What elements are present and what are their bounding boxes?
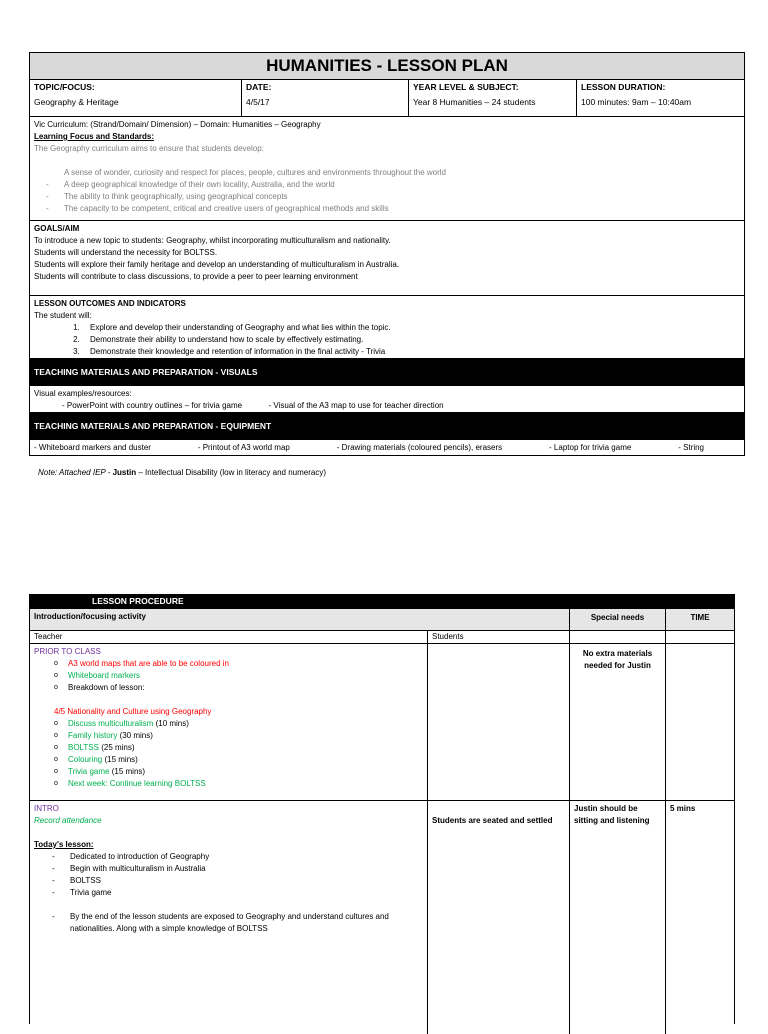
session-item — [68, 766, 423, 778]
today-item: - Begin with multiculturalism in Australia — [70, 863, 423, 875]
session-item-label: Colouring — [68, 755, 103, 764]
curriculum-heading: Vic Curriculum: (Strand/Domain/ Dimension) – Domain: Humanities – Geography — [34, 120, 321, 129]
time-header: TIME — [690, 613, 710, 622]
prior-students-cell — [428, 644, 570, 800]
outcome-item: 1. Explore and develop their understanding of Geography and what lies within the topic. — [82, 322, 740, 334]
prior-teacher-cell — [30, 644, 428, 800]
prior-item: o Breakdown of lesson: — [68, 682, 423, 694]
equipment-item: - Whiteboard markers and duster — [34, 443, 151, 452]
curriculum-point: - The ability to think geographically, using geographical concepts — [64, 191, 740, 203]
session-item-duration: (10 mins) — [153, 719, 189, 728]
equipment-heading: TEACHING MATERIALS AND PREPARATION - EQUIPMENT — [30, 413, 744, 440]
equipment-section — [30, 440, 744, 455]
duration-label: LESSON DURATION: — [581, 82, 666, 92]
equipment-item: - Printout of A3 world map — [197, 443, 290, 452]
curriculum-points-list — [34, 179, 740, 215]
visuals-item: - PowerPoint with country outlines – for trivia game — [62, 401, 243, 410]
year-cell — [409, 80, 577, 116]
iep-note — [38, 468, 326, 477]
students-header: Students — [428, 631, 570, 643]
today-item: - Dedicated to introduction of Geography — [70, 851, 423, 863]
prior-item: o Whiteboard markers — [68, 670, 423, 682]
today-item: - Trivia game — [70, 887, 423, 899]
goal-line: To introduce a new topic to students: Geography, whilst incorporating multiculturalism and nationality. — [34, 236, 391, 245]
goal-line: Students will explore their family heritage and develop an understanding of multiculturalism in Australia. — [34, 260, 400, 269]
topic-value: Geography & Heritage — [34, 97, 119, 107]
duration-cell — [577, 80, 744, 116]
prior-time-cell — [666, 644, 734, 800]
outcome-item: 3. Demonstrate their knowledge and retention of information in the final activity - Trivia — [82, 346, 740, 358]
year-value: Year 8 Humanities – 24 students — [413, 97, 536, 107]
outcomes-list — [34, 322, 740, 358]
date-cell — [242, 80, 409, 116]
session-item-duration: (15 mins) — [109, 767, 146, 776]
topic-label: TOPIC/FOCUS: — [34, 82, 95, 92]
session-item — [68, 730, 423, 742]
today-item: - BOLTSS — [70, 875, 423, 887]
intro-attendance: Record attendance — [34, 816, 102, 825]
teacher-header: Teacher — [30, 631, 428, 643]
curriculum-point: - A deep geographical knowledge of their own locality, Australia, and the world — [64, 179, 740, 191]
curriculum-point: - The capacity to be competent, critical and creative users of geographical methods and skills — [64, 203, 740, 215]
session-list — [34, 718, 423, 790]
intro-time: 5 mins — [670, 804, 696, 813]
curriculum-section — [30, 117, 744, 221]
session-item-label: Family history — [68, 731, 118, 740]
prior-item: o A3 world maps that are able to be coloured in — [68, 658, 423, 670]
intro-row — [30, 801, 734, 1034]
visuals-item: - Visual of the A3 map to use for teacher direction — [268, 401, 444, 410]
outcome-item: 2. Demonstrate their ability to understand how to scale by effectively estimating. — [82, 334, 740, 346]
session-item — [68, 742, 423, 754]
outcomes-section — [30, 296, 744, 359]
procedure-heading-row — [30, 608, 734, 631]
todays-lesson-heading: Today's lesson: — [34, 840, 94, 849]
session-heading: 4/5 Nationality and Culture using Geography — [54, 707, 212, 716]
prior-list — [34, 658, 423, 694]
lesson-plan-table — [29, 52, 745, 456]
session-item — [68, 718, 423, 730]
session-item-duration: (15 mins) — [102, 755, 138, 764]
learning-focus-heading: Learning Focus and Standards: — [34, 132, 155, 141]
goal-line: Students will contribute to class discussions, to provide a peer to peer learning environment — [34, 272, 358, 281]
outcomes-heading: LESSON OUTCOMES AND INDICATORS — [34, 299, 186, 308]
procedure-header: LESSON PROCEDURE — [30, 594, 734, 608]
session-item-label: Next week: Continue learning BOLTSS — [68, 779, 206, 788]
goal-line: Students will understand the necessity for BOLTSS. — [34, 248, 218, 257]
today-list — [34, 851, 423, 899]
today-summary-list — [34, 911, 423, 935]
note-prefix: Note: Attached IEP - — [38, 468, 113, 477]
intro-students: Students are seated and settled — [428, 801, 570, 1034]
note-text: – Intellectual Disability (low in literacy and numeracy) — [136, 468, 326, 477]
visuals-intro: Visual examples/resources: — [34, 389, 132, 398]
session-item-duration: (30 mins) — [117, 731, 153, 740]
visuals-section — [30, 386, 744, 413]
meta-row — [30, 80, 744, 117]
today-summary: - By the end of the lesson students are exposed to Geography and understand cultures and nationalities. Along with a simple knowledge of BOLTSS — [70, 911, 423, 935]
column-header-row — [30, 631, 734, 644]
duration-value: 100 minutes: 9am – 10:40am — [581, 97, 692, 107]
special-needs-header: Special needs — [570, 609, 666, 630]
prior-special-needs: No extra materials needed for Justin — [570, 644, 666, 800]
topic-cell — [30, 80, 242, 116]
session-item-label: BOLTSS — [68, 743, 99, 752]
session-item-label: Discuss multiculturalism — [68, 719, 154, 728]
prior-to-class-row — [30, 644, 734, 801]
visuals-heading: TEACHING MATERIALS AND PREPARATION - VISUALS — [30, 359, 744, 386]
note-name: Justin — [112, 468, 137, 477]
lesson-procedure-table — [29, 594, 735, 1024]
year-label: YEAR LEVEL & SUBJECT: — [413, 82, 519, 92]
intro-teacher-cell — [30, 801, 428, 1034]
equipment-item: - String — [678, 443, 704, 452]
session-item — [68, 778, 423, 790]
session-item-label: Trivia game — [68, 767, 110, 776]
date-label: DATE: — [246, 82, 272, 92]
intro-heading: INTRO — [34, 804, 59, 813]
date-value: 4/5/17 — [246, 97, 270, 107]
intro-activity-label: Introduction/focusing activity — [30, 609, 570, 630]
intro-special-needs: Justin should be sitting and listening — [570, 801, 666, 1034]
session-item — [68, 754, 423, 766]
goals-heading: GOALS/AIM — [34, 224, 80, 233]
equipment-item: - Drawing materials (coloured pencils), erasers — [336, 443, 503, 452]
equipment-item: - Laptop for trivia game — [549, 443, 632, 452]
curriculum-aim: The Geography curriculum aims to ensure that students develop: — [34, 144, 264, 153]
curriculum-point: A sense of wonder, curiosity and respect for places, people, cultures and environments throughout the world — [64, 168, 446, 177]
page-title: HUMANITIES - LESSON PLAN — [30, 53, 744, 80]
session-item-duration: (25 mins) — [98, 743, 135, 752]
outcomes-intro: The student will: — [34, 311, 92, 320]
goals-section — [30, 221, 744, 296]
prior-heading: PRIOR TO CLASS — [34, 647, 101, 656]
